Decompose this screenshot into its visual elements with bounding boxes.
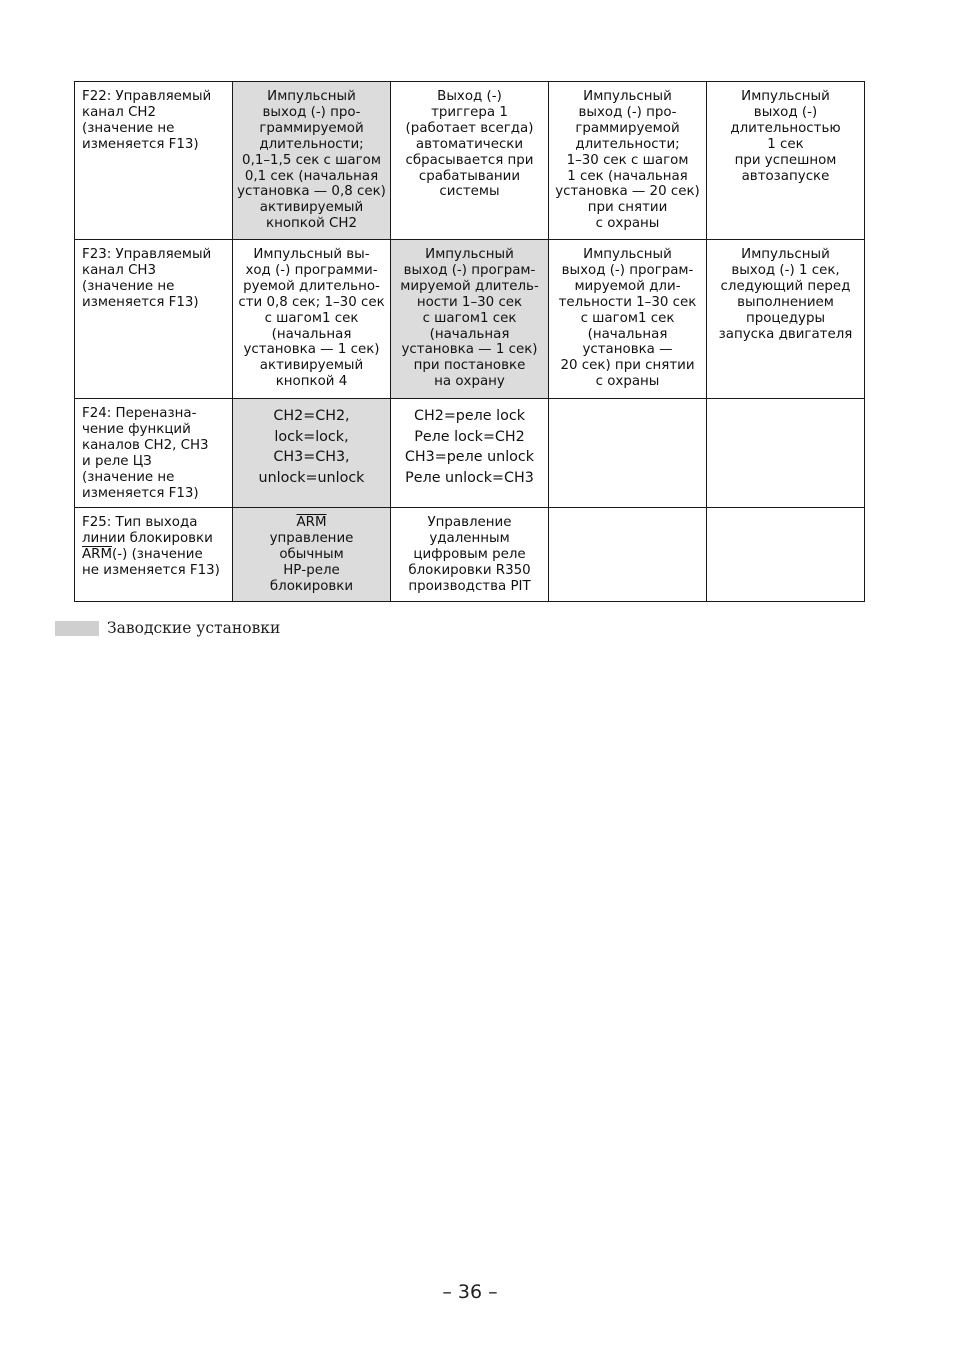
option-cell-f25-3-empty	[549, 508, 707, 602]
row-label-f25: F25: Тип выхода линии блокировки $\overline{ARM}(-)$ (значение не изменяется F13)	[75, 508, 233, 602]
option-cell-f24-1-default: CH2=CH2, lock=lock, CH3=CH3, unlock=unlock	[233, 399, 391, 508]
page-number: – 36 –	[442, 1281, 498, 1303]
legend-text: Заводские установки	[107, 619, 281, 637]
row-label-f23: F23: Управляемый канал CH3 (значение не изменяется F13)	[75, 240, 233, 399]
option-cell-f24-4-empty	[707, 399, 865, 508]
option-cell-f22-1-default: Импульсный выход (-) про- граммируемой длительности; 0,1–1,5 сек с шагом 0,1 сек (начальная установка — 0,8 сек) активируемый кнопкой CH2	[233, 82, 391, 240]
option-cell-f23-3: Импульсный выход (-) програм- мируемой дли- тельности 1–30 сек с шагом1 сек (начальная установка — 20 сек) при снятии с охраны	[549, 240, 707, 399]
table-row-f24	[75, 399, 865, 508]
settings-table	[74, 81, 865, 602]
option-cell-f24-3-empty	[549, 399, 707, 508]
row-label-f22: F22: Управляемый канал CH2 (значение не изменяется F13)	[75, 82, 233, 240]
arm-overline-text: $\overline{ARM}$	[82, 546, 113, 562]
table-row-f23	[75, 240, 865, 399]
table-row-f22	[75, 82, 865, 240]
option-cell-f25-4-empty	[707, 508, 865, 602]
option-cell-f24-2: CH2=реле lock Реле lock=CH2 CH3=реле unlock Реле unlock=CH3	[391, 399, 549, 508]
option-cell-f25-1-default: $\overline{ARM}$ управление обычным НР-реле блокировки	[233, 508, 391, 602]
option-cell-f23-2-default: Импульсный выход (-) програм- мируемой длитель- ности 1–30 сек с шагом1 сек (начальная установка — 1 сек) при постановке на охрану	[391, 240, 549, 399]
legend-swatch	[55, 621, 99, 636]
option-cell-f23-4: Импульсный выход (-) 1 сек, следующий перед выполнением процедуры запуска двигателя	[707, 240, 865, 399]
option-cell-f22-4: Импульсный выход (-) длительностью 1 сек при успешном автозапуске	[707, 82, 865, 240]
option-cell-f22-2: Выход (-) триггера 1 (работает всегда) автоматически сбрасывается при срабатывании системы	[391, 82, 549, 240]
row-label-f24: F24: Переназна- чение функций каналов CH2, CH3 и реле ЦЗ (значение не изменяется F13)	[75, 399, 233, 508]
option-cell-f23-1: Импульсный вы- ход (-) программи- руемой длительно- сти 0,8 сек; 1–30 сек с шагом1 сек (начальная установка — 1 сек) активируемый кнопкой 4	[233, 240, 391, 399]
row-label-f25-arm-line: $\overline{ARM}(-)$ (значение	[82, 546, 203, 562]
table-row-f25	[75, 508, 865, 602]
arm-overline-text: $\overline{ARM}$	[296, 515, 327, 530]
option-cell-f25-2: Управление удаленным цифровым реле блокировки R350 производства PIT	[391, 508, 549, 602]
legend	[55, 619, 280, 637]
option-cell-f22-3: Импульсный выход (-) про- граммируемой длительности; 1–30 сек с шагом 1 сек (начальная установка — 20 сек) при снятии с охраны	[549, 82, 707, 240]
